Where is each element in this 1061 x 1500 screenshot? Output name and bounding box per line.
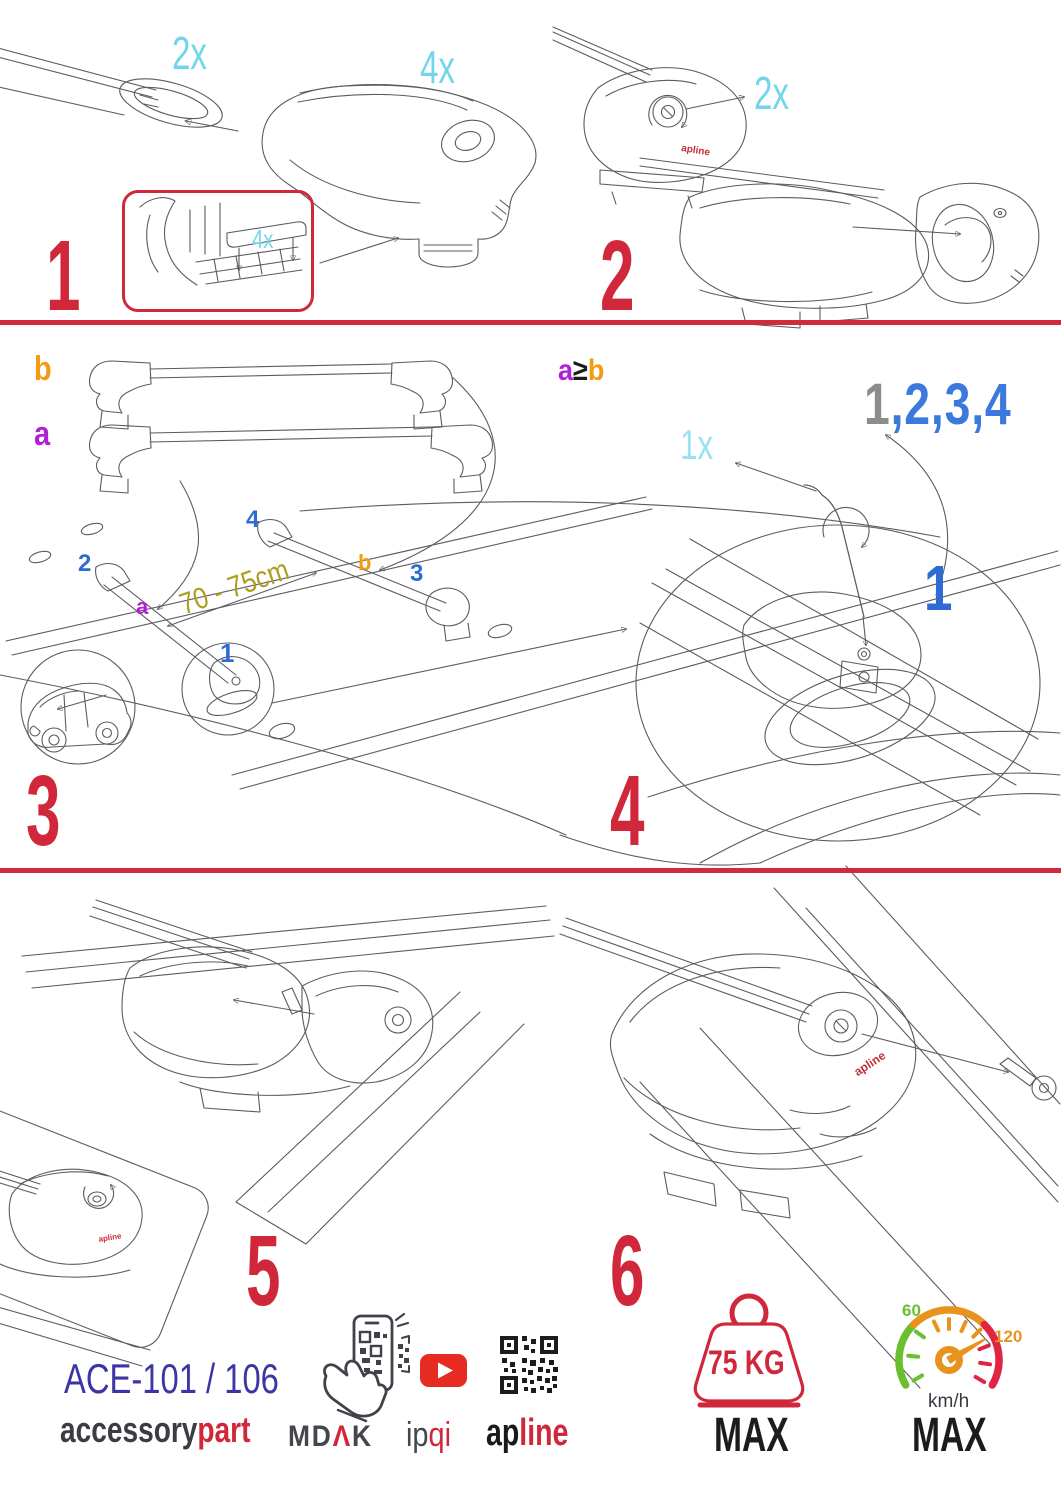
bar-qty-label: 2x bbox=[172, 27, 207, 79]
roof-bar-b-label: b bbox=[358, 550, 372, 575]
section-divider bbox=[0, 320, 1061, 325]
sequence-rest: ,2,3,4 bbox=[890, 372, 1012, 437]
apline-logo-on-foot: apline bbox=[97, 1231, 123, 1244]
roof-position-2: 2 bbox=[78, 550, 92, 577]
pad-detail-inset-box bbox=[122, 190, 314, 312]
phone-scan-icon bbox=[314, 1314, 410, 1422]
endcap-slide-arrow bbox=[853, 227, 960, 234]
brand-red-part: part bbox=[197, 1409, 251, 1450]
car-drawing bbox=[28, 683, 131, 752]
step2-lock-assembly-drawing bbox=[553, 27, 746, 208]
step2-endcap-drawing bbox=[640, 158, 1039, 328]
step-3-number: 3 bbox=[26, 755, 61, 867]
step-2-number: 2 bbox=[600, 220, 635, 332]
sequence-label bbox=[864, 372, 1012, 437]
roof-position-4: 4 bbox=[246, 506, 260, 533]
step-6-number: 6 bbox=[610, 1215, 645, 1327]
step-5-number: 5 bbox=[246, 1215, 281, 1327]
sequence-first: 1 bbox=[864, 372, 891, 437]
tightening-detail-drawing bbox=[640, 485, 1038, 815]
speed-unit-label: km/h bbox=[928, 1391, 970, 1412]
step-1-number: 1 bbox=[46, 220, 81, 332]
speed-high-label: 120 bbox=[994, 1327, 1023, 1346]
brand-accessorypart bbox=[60, 1409, 251, 1450]
mdak-accent: Λ bbox=[332, 1420, 352, 1453]
apline-logo-on-foot: apline bbox=[680, 143, 711, 159]
lock-qty-arrow bbox=[686, 97, 744, 109]
crossbar-b-drawing bbox=[89, 361, 452, 429]
rule-b: b bbox=[587, 354, 605, 387]
pad-qty-label: 4x bbox=[252, 224, 274, 254]
ipqi-black: ip bbox=[406, 1416, 429, 1454]
roof-position-1: 1 bbox=[220, 638, 235, 668]
car-front-arrow bbox=[58, 695, 106, 709]
bar-b-position-arrow bbox=[380, 377, 495, 570]
ipqi-red: qi bbox=[428, 1416, 451, 1454]
length-rule-label bbox=[558, 356, 604, 386]
bar-distance-label: 70 - 75cm bbox=[175, 553, 294, 622]
foot-qty-label: 4x bbox=[420, 41, 455, 93]
model-number: ACE-101 / 106 bbox=[64, 1355, 279, 1402]
allen-key-qty-label: 1x bbox=[680, 421, 714, 468]
lock-qty-label: 2x bbox=[754, 67, 789, 119]
apline-red: line bbox=[519, 1412, 569, 1454]
mdak-post: K bbox=[351, 1420, 373, 1453]
brand-black-part: accessory bbox=[60, 1409, 198, 1450]
lock-detail-drawing bbox=[0, 1168, 150, 1366]
car-direction-circle bbox=[21, 650, 135, 764]
max-speed-label: MAX bbox=[912, 1409, 987, 1462]
step-4-number: 4 bbox=[610, 755, 645, 867]
allen-key-qty-arrow bbox=[736, 463, 816, 491]
mdak-pre: MD bbox=[288, 1420, 333, 1453]
pad-to-foot-arrow bbox=[320, 238, 398, 263]
brand-mdak bbox=[288, 1422, 373, 1452]
rule-a: a bbox=[558, 354, 574, 387]
roof-installation-drawing bbox=[0, 497, 1060, 865]
bar-a-label: a bbox=[34, 415, 51, 453]
roof-position-3: 3 bbox=[410, 560, 424, 587]
brand-apline bbox=[486, 1414, 568, 1452]
max-weight-label: MAX bbox=[714, 1409, 789, 1462]
bar-insert-arrow bbox=[186, 121, 238, 131]
section-divider bbox=[0, 868, 1061, 873]
bar-b-label: b bbox=[34, 350, 52, 388]
lock-detail-box bbox=[0, 1052, 215, 1354]
apline-logo-on-foot: apline bbox=[851, 1048, 889, 1079]
rule-operator: ≥ bbox=[573, 354, 588, 387]
brand-ipqi bbox=[406, 1418, 451, 1452]
apline-black: ap bbox=[486, 1412, 520, 1454]
youtube-icon bbox=[420, 1354, 467, 1387]
speed-low-label: 60 bbox=[902, 1301, 921, 1320]
max-weight-value: 75 KG bbox=[708, 1344, 785, 1382]
detail-position-label: 1 bbox=[924, 552, 953, 624]
step5-cover-drawing bbox=[22, 900, 554, 1244]
crossbar-a-drawing bbox=[89, 425, 492, 493]
qr-code-icon bbox=[500, 1336, 558, 1394]
roof-bar-a-label: a bbox=[136, 594, 149, 619]
